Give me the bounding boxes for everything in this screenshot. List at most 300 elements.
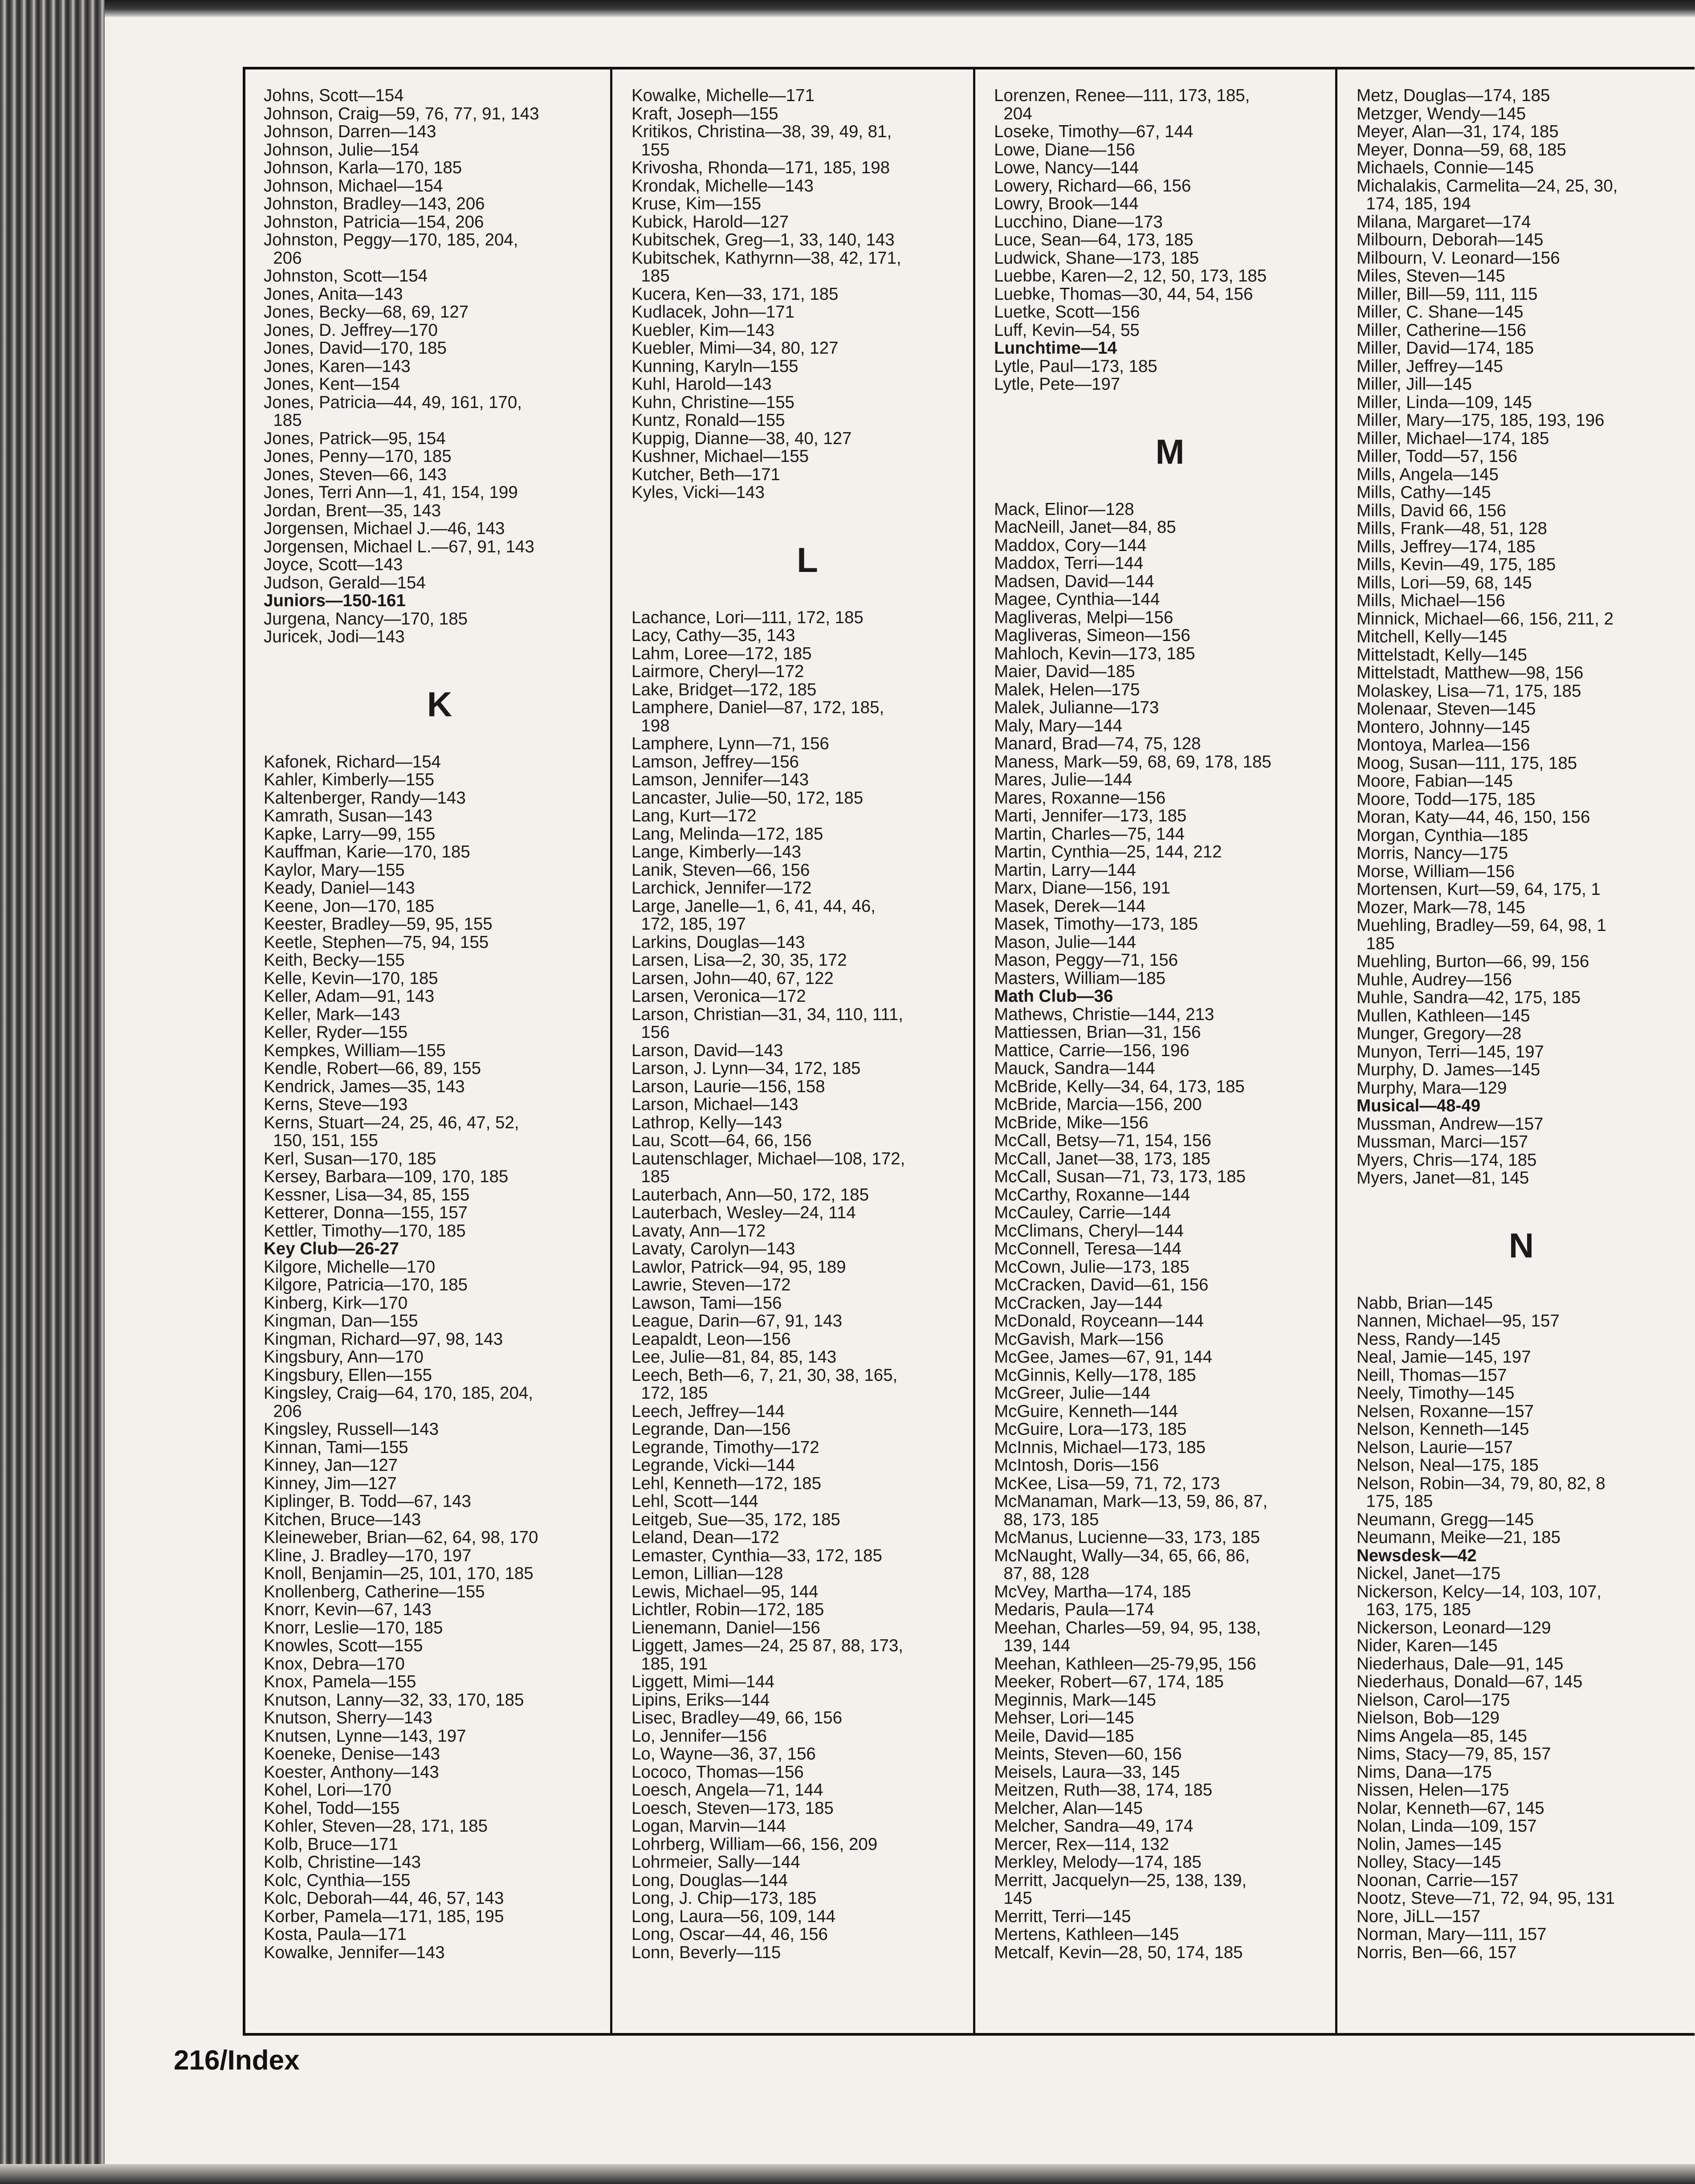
- index-entry: Krondak, Michelle—143: [632, 176, 814, 196]
- index-entry: Madsen, David—144: [994, 572, 1154, 591]
- index-entry: Knoll, Benjamin—25, 101, 170, 185: [264, 1564, 534, 1583]
- index-entry: Martin, Charles—75, 144: [994, 824, 1185, 844]
- index-entry: Nielson, Bob—129: [1357, 1708, 1500, 1727]
- index-entry: Kolc, Deborah—44, 46, 57, 143: [264, 1889, 504, 1908]
- index-entry: Johnson, Michael—154: [264, 176, 443, 196]
- section-letter: N: [1508, 1225, 1534, 1265]
- index-column-1: [264, 87, 615, 2029]
- index-entry: Lehl, Kenneth—172, 185: [632, 1474, 821, 1493]
- index-entry: Lawrie, Steven—172: [632, 1275, 791, 1294]
- book-binding: [0, 0, 105, 2184]
- index-entry: McManus, Lucienne—33, 173, 185: [994, 1528, 1260, 1547]
- index-entry: Miller, C. Shane—145: [1357, 302, 1524, 322]
- index-entry: Maddox, Cory—144: [994, 535, 1147, 555]
- index-entry: Kritikos, Christina—38, 39, 49, 81,: [632, 122, 892, 141]
- index-entry: Lytle, Paul—173, 185: [994, 356, 1157, 376]
- index-entry: Lawlor, Patrick—94, 95, 189: [632, 1257, 846, 1277]
- index-entry: Larkins, Douglas—143: [632, 932, 805, 952]
- index-entry: Larson, Michael—143: [632, 1095, 799, 1114]
- index-entry: 185: [264, 411, 302, 430]
- index-entry: Merritt, Terri—145: [994, 1906, 1131, 1926]
- index-entry: Jones, Anita—143: [264, 284, 403, 304]
- index-entry: McIntosh, Doris—156: [994, 1456, 1159, 1475]
- index-entry: Murphy, D. James—145: [1357, 1060, 1540, 1079]
- index-entry: Kafonek, Richard—154: [264, 752, 441, 772]
- index-entry: Molenaar, Steven—145: [1357, 699, 1536, 718]
- index-entry: Morse, William—156: [1357, 861, 1515, 881]
- index-entry: Mills, Frank—48, 51, 128: [1357, 519, 1547, 538]
- section-letter: K: [427, 684, 452, 724]
- index-entry: Kosta, Paula—171: [264, 1925, 407, 1944]
- index-entry: Lauterbach, Ann—50, 172, 185: [632, 1185, 869, 1204]
- index-entry: Kaylor, Mary—155: [264, 860, 405, 880]
- index-entry: Masters, William—185: [994, 968, 1166, 988]
- index-entry: Melcher, Alan—145: [994, 1798, 1143, 1818]
- index-entry: Luce, Sean—64, 173, 185: [994, 230, 1194, 249]
- index-entry: Mullen, Kathleen—145: [1357, 1006, 1530, 1025]
- index-entry: Knutson, Sherry—143: [264, 1708, 432, 1727]
- index-entry: Miles, Steven—145: [1357, 266, 1505, 286]
- index-entry: McCown, Julie—173, 185: [994, 1257, 1190, 1277]
- index-entry: Lehl, Scott—144: [632, 1492, 758, 1511]
- index-entry: Mack, Elinor—128: [994, 499, 1134, 519]
- index-entry: McGavish, Mark—156: [994, 1329, 1164, 1349]
- index-entry: Knox, Debra—170: [264, 1654, 405, 1674]
- index-entry: Luff, Kevin—54, 55: [994, 320, 1140, 340]
- index-entry: Metz, Douglas—174, 185: [1357, 87, 1550, 105]
- index-entry: 156: [632, 1023, 670, 1042]
- index-entry: Jones, Terri Ann—1, 41, 154, 199: [264, 483, 518, 502]
- index-entry: 145: [994, 1889, 1032, 1908]
- index-entry: Jorgensen, Michael L.—67, 91, 143: [264, 537, 534, 556]
- index-entry: Magliveras, Simeon—156: [994, 626, 1190, 645]
- index-entry: Mason, Peggy—71, 156: [994, 951, 1178, 970]
- index-entry: Lahm, Loree—172, 185: [632, 644, 812, 663]
- index-entry: Kempkes, William—155: [264, 1041, 446, 1060]
- index-entry: Kinney, Jim—127: [264, 1474, 397, 1493]
- section-letter: M: [1155, 432, 1185, 471]
- index-entry: Keady, Daniel—143: [264, 878, 415, 898]
- index-entry: Lohrmeier, Sally—144: [632, 1853, 800, 1872]
- index-entry: Lau, Scott—64, 66, 156: [632, 1131, 812, 1150]
- index-entry: Miller, Jill—145: [1357, 375, 1472, 394]
- index-entry: Milbourn, Deborah—145: [1357, 230, 1544, 249]
- index-entry: Neely, Timothy—145: [1357, 1384, 1515, 1403]
- index-entry: Larchick, Jennifer—172: [632, 878, 812, 898]
- index-entry: Lohrberg, William—66, 156, 209: [632, 1834, 878, 1854]
- index-entry: Kuebler, Kim—143: [632, 320, 775, 340]
- index-entry: Kingsley, Russell—143: [264, 1420, 439, 1439]
- index-entry: Milana, Margaret—174: [1357, 212, 1531, 232]
- index-entry: Lake, Bridget—172, 185: [632, 680, 817, 699]
- index-entry: Kohler, Steven—28, 171, 185: [264, 1817, 488, 1836]
- index-entry: Leapaldt, Leon—156: [632, 1329, 791, 1349]
- index-entry: Lo, Wayne—36, 37, 156: [632, 1744, 816, 1764]
- index-entry: Legrande, Vicki—144: [632, 1456, 795, 1475]
- index-entry: Leitgeb, Sue—35, 172, 185: [632, 1510, 840, 1529]
- index-entry: Mercer, Rex—114, 132: [994, 1834, 1169, 1854]
- index-entry: Lipins, Eriks—144: [632, 1690, 770, 1710]
- index-entry: Johnston, Patricia—154, 206: [264, 212, 484, 232]
- index-entry: Nims Angela—85, 145: [1357, 1726, 1528, 1746]
- index-entry: McVey, Martha—174, 185: [994, 1582, 1191, 1601]
- index-entry: Mattiessen, Brian—31, 156: [994, 1023, 1201, 1042]
- index-entry: Meehan, Charles—59, 94, 95, 138,: [994, 1618, 1261, 1637]
- index-entry-section: Juniors—150-161: [264, 591, 406, 610]
- index-entry: Merkley, Melody—174, 185: [994, 1853, 1202, 1872]
- index-entry: Knutsen, Lynne—143, 197: [264, 1726, 466, 1746]
- index-entry: Masek, Derek—144: [994, 896, 1146, 916]
- index-entry: MacNeill, Janet—84, 85: [994, 518, 1176, 537]
- index-entry: Legrande, Dan—156: [632, 1420, 791, 1439]
- index-entry: Kerns, Stuart—24, 25, 46, 47, 52,: [264, 1113, 519, 1132]
- index-entry: McInnis, Michael—173, 185: [994, 1437, 1206, 1457]
- index-entry: Mattice, Carrie—156, 196: [994, 1041, 1190, 1060]
- index-entry: Miller, Todd—57, 156: [1357, 447, 1517, 466]
- section-letter: L: [797, 540, 818, 580]
- index-entry: Masek, Timothy—173, 185: [994, 914, 1198, 934]
- index-entry: Neumann, Meike—21, 185: [1357, 1528, 1561, 1547]
- index-entry: McGreer, Julie—144: [994, 1384, 1150, 1403]
- index-entry: Murphy, Mara—129: [1357, 1078, 1507, 1098]
- index-entry: Niederhaus, Dale—91, 145: [1357, 1654, 1564, 1674]
- index-entry: Mitchell, Kelly—145: [1357, 627, 1508, 646]
- index-entry: Leland, Dean—172: [632, 1528, 779, 1547]
- index-entry: Logan, Marvin—144: [632, 1817, 786, 1836]
- index-entry: Kamrath, Susan—143: [264, 806, 432, 825]
- index-entry: Kowalke, Jennifer—143: [264, 1943, 445, 1962]
- index-entry: Kubitschek, Greg—1, 33, 140, 143: [632, 230, 895, 249]
- index-entry: Nelsen, Roxanne—157: [1357, 1401, 1534, 1421]
- index-entry: 185: [632, 1167, 670, 1186]
- index-entry: Molaskey, Lisa—71, 175, 185: [1357, 681, 1581, 701]
- index-entry: Nore, JiLL—157: [1357, 1906, 1481, 1926]
- index-entry: Kelle, Kevin—170, 185: [264, 968, 438, 988]
- index-entry: 204: [994, 104, 1032, 123]
- index-entry: Johnston, Bradley—143, 206: [264, 194, 485, 213]
- index-entry: Long, Oscar—44, 46, 156: [632, 1925, 828, 1944]
- index-entry: Lococo, Thomas—156: [632, 1762, 804, 1782]
- index-entry: Loesch, Angela—71, 144: [632, 1780, 823, 1800]
- index-entry: Lanik, Steven—66, 156: [632, 860, 810, 880]
- index-entry: Malek, Julianne—173: [994, 698, 1159, 717]
- index-entry: Kinnan, Tami—155: [264, 1437, 408, 1457]
- index-entry: Kaltenberger, Randy—143: [264, 788, 466, 808]
- index-entry: Nolley, Stacy—145: [1357, 1853, 1501, 1872]
- index-entry: Kudlacek, John—171: [632, 302, 795, 322]
- index-entry: Kyles, Vicki—143: [632, 483, 765, 502]
- index-entry: Knox, Pamela—155: [264, 1672, 416, 1691]
- index-entry: Lamphere, Lynn—71, 156: [632, 734, 829, 753]
- index-entry: Jones, Patrick—95, 154: [264, 429, 446, 448]
- index-entry: Jordan, Brent—35, 143: [264, 501, 441, 520]
- index-entry: Moore, Fabian—145: [1357, 772, 1513, 791]
- index-entry: Meehan, Kathleen—25-79,95, 156: [994, 1654, 1256, 1674]
- index-entry: McGuire, Lora—173, 185: [994, 1420, 1187, 1439]
- index-entry: Lowe, Nancy—144: [994, 158, 1139, 177]
- index-entry: Long, Laura—56, 109, 144: [632, 1906, 836, 1926]
- index-entry: Nims, Dana—175: [1357, 1762, 1492, 1782]
- index-entry: Metzger, Wendy—145: [1357, 104, 1526, 123]
- index-entry-section: Musical—48-49: [1357, 1096, 1481, 1115]
- index-entry: Medaris, Paula—174: [994, 1600, 1154, 1619]
- index-entry: Lang, Melinda—172, 185: [632, 824, 823, 844]
- index-entry: Miller, David—174, 185: [1357, 339, 1534, 358]
- index-entry: Lawson, Tami—156: [632, 1293, 782, 1313]
- index-entry: 139, 144: [994, 1636, 1071, 1655]
- index-entry: 150, 151, 155: [264, 1131, 378, 1150]
- index-entry: Kolb, Bruce—171: [264, 1834, 398, 1854]
- index-entry: Mares, Roxanne—156: [994, 788, 1166, 808]
- index-entry: McCall, Susan—71, 73, 173, 185: [994, 1167, 1246, 1186]
- index-entry: Muehling, Burton—66, 99, 156: [1357, 952, 1589, 971]
- index-entry: Metcalf, Kevin—28, 50, 174, 185: [994, 1943, 1243, 1962]
- index-entry: McKee, Lisa—59, 71, 72, 173: [994, 1474, 1220, 1493]
- index-entry: Larson, David—143: [632, 1041, 783, 1060]
- index-entry: Luetke, Scott—156: [994, 302, 1140, 322]
- index-entry: McCall, Betsy—71, 154, 156: [994, 1131, 1211, 1150]
- index-entry: Lowe, Diane—156: [994, 140, 1135, 159]
- index-entry: Kunning, Karyln—155: [632, 356, 799, 376]
- index-entry: Neill, Thomas—157: [1357, 1365, 1507, 1385]
- index-entry: Meisels, Laura—33, 145: [994, 1762, 1180, 1782]
- index-entry: Meyer, Alan—31, 174, 185: [1357, 122, 1559, 141]
- index-entry: Long, Douglas—144: [632, 1870, 788, 1890]
- index-entry: Judson, Gerald—154: [264, 573, 426, 592]
- index-entry: Mares, Julie—144: [994, 770, 1133, 789]
- index-entry: Nissen, Helen—175: [1357, 1780, 1509, 1800]
- page-footer: 216/Index: [174, 2045, 300, 2076]
- index-entry: Muhle, Audrey—156: [1357, 970, 1512, 989]
- index-entry: Jones, Penny—170, 185: [264, 447, 452, 466]
- index-entry: Lucchino, Diane—173: [994, 212, 1163, 232]
- index-entry: Kettler, Timothy—170, 185: [264, 1221, 466, 1241]
- index-entry: Korber, Pamela—171, 185, 195: [264, 1906, 504, 1926]
- index-entry: McGinnis, Kelly—178, 185: [994, 1365, 1196, 1385]
- index-entry: Larson, J. Lynn—34, 172, 185: [632, 1059, 861, 1078]
- index-entry: Nootz, Steve—71, 72, 94, 95, 131: [1357, 1889, 1615, 1908]
- index-entry: Jones, Kent—154: [264, 375, 400, 394]
- index-entry: Koeneke, Denise—143: [264, 1744, 440, 1764]
- index-entry: Miller, Michael—174, 185: [1357, 429, 1549, 448]
- index-entry: 175, 185: [1357, 1492, 1433, 1511]
- index-entry: Lachance, Lori—111, 172, 185: [632, 608, 864, 627]
- index-entry: Muhle, Sandra—42, 175, 185: [1357, 988, 1581, 1007]
- index-entry: Munyon, Terri—145, 197: [1357, 1042, 1544, 1061]
- index-entry: Lavaty, Carolyn—143: [632, 1239, 795, 1258]
- index-entry: Lowery, Richard—66, 156: [994, 176, 1191, 196]
- index-entry: Mertens, Kathleen—145: [994, 1925, 1179, 1944]
- index-entry: Kuebler, Mimi—34, 80, 127: [632, 339, 839, 358]
- index-entry: McBride, Marcia—156, 200: [994, 1095, 1202, 1114]
- index-entry: Nolan, Linda—109, 157: [1357, 1817, 1537, 1836]
- index-entry: Nabb, Brian—145: [1357, 1293, 1493, 1313]
- binding-shadow-top: [0, 0, 1695, 17]
- index-entry: McNaught, Wally—34, 65, 66, 86,: [994, 1546, 1250, 1565]
- index-entry: Mehser, Lori—145: [994, 1708, 1134, 1727]
- index-entry: Larsen, John—40, 67, 122: [632, 968, 834, 988]
- index-entry: Magee, Cynthia—144: [994, 590, 1160, 609]
- index-entry: Kingsley, Craig—64, 170, 185, 204,: [264, 1384, 533, 1403]
- index-entry: Keller, Adam—91, 143: [264, 987, 435, 1006]
- index-entry: Michalakis, Carmelita—24, 25, 30,: [1357, 176, 1618, 196]
- index-entry: Meeker, Robert—67, 174, 185: [994, 1672, 1224, 1691]
- index-entry: Larsen, Veronica—172: [632, 987, 806, 1006]
- index-entry: Jones, D. Jeffrey—170: [264, 320, 438, 340]
- index-entry: Knollenberg, Catherine—155: [264, 1582, 485, 1601]
- index-entry: Jones, David—170, 185: [264, 339, 447, 358]
- index-entry: 185, 191: [632, 1654, 708, 1674]
- index-entry: Martin, Larry—144: [994, 860, 1136, 880]
- index-entry: Kingman, Richard—97, 98, 143: [264, 1329, 503, 1349]
- index-entry: Kinney, Jan—127: [264, 1456, 398, 1475]
- index-entry: Malek, Helen—175: [994, 680, 1140, 699]
- index-entry: Mason, Julie—144: [994, 932, 1136, 952]
- index-entry: Mozer, Mark—78, 145: [1357, 898, 1525, 917]
- index-entry: 88, 173, 185: [994, 1510, 1099, 1529]
- index-entry: Long, J. Chip—173, 185: [632, 1889, 817, 1908]
- index-entry: Lowry, Brook—144: [994, 194, 1139, 213]
- index-entry: Kauffman, Karie—170, 185: [264, 842, 470, 861]
- index-entry: Lacy, Cathy—35, 143: [632, 626, 795, 645]
- index-entry: Kuhn, Christine—155: [632, 392, 795, 412]
- index-entry: Loseke, Timothy—67, 144: [994, 122, 1194, 141]
- index-entry: Jones, Steven—66, 143: [264, 465, 447, 484]
- index-entry: Johnson, Karla—170, 185: [264, 158, 462, 177]
- index-entry: Larson, Laurie—156, 158: [632, 1077, 825, 1096]
- index-entry: Kendle, Robert—66, 89, 155: [264, 1059, 481, 1078]
- index-entry: McCracken, Jay—144: [994, 1293, 1163, 1313]
- index-entry: Milbourn, V. Leonard—156: [1357, 248, 1560, 268]
- index-entry: Manard, Brad—74, 75, 128: [994, 734, 1201, 753]
- index-entry: Mills, Michael—156: [1357, 591, 1505, 610]
- index-entry: McConnell, Teresa—144: [994, 1239, 1182, 1258]
- index-entry: Kubitschek, Kathyrnn—38, 42, 171,: [632, 248, 901, 268]
- index-entry: Keith, Becky—155: [264, 951, 405, 970]
- index-entry: 172, 185: [632, 1384, 708, 1403]
- index-entry: Martin, Cynthia—25, 144, 212: [994, 842, 1222, 861]
- index-entry: Meginnis, Mark—145: [994, 1690, 1156, 1710]
- index-entry: Mittelstadt, Matthew—98, 156: [1357, 663, 1584, 682]
- index-entry: Large, Janelle—1, 6, 41, 44, 46,: [632, 896, 876, 916]
- index-entry: Johnston, Peggy—170, 185, 204,: [264, 230, 518, 249]
- index-entry: Lairmore, Cheryl—172: [632, 662, 804, 681]
- index-entry: Jones, Karen—143: [264, 356, 411, 376]
- index-entry: Noonan, Carrie—157: [1357, 1870, 1519, 1890]
- index-entry: Keetle, Stephen—75, 94, 155: [264, 932, 489, 952]
- index-entry: 172, 185, 197: [632, 914, 746, 934]
- index-entry: Keller, Ryder—155: [264, 1023, 408, 1042]
- index-entry: Mittelstadt, Kelly—145: [1357, 645, 1528, 665]
- index-entry: Kraft, Joseph—155: [632, 104, 778, 123]
- index-entry: Luebke, Thomas—30, 44, 54, 156: [994, 284, 1253, 304]
- index-entry: Mills, Cathy—145: [1357, 483, 1491, 502]
- index-entry: Maness, Mark—59, 68, 69, 178, 185: [994, 752, 1271, 772]
- index-entry: Moore, Todd—175, 185: [1357, 789, 1536, 809]
- index-entry: Mills, Lori—59, 68, 145: [1357, 573, 1532, 592]
- index-entry: Loesch, Steven—173, 185: [632, 1798, 834, 1818]
- index-entry: Lange, Kimberly—143: [632, 842, 801, 861]
- index-entry: Lautenschlager, Michael—108, 172,: [632, 1149, 905, 1168]
- index-entry: Kubick, Harold—127: [632, 212, 789, 232]
- index-entry: Knutson, Lanny—32, 33, 170, 185: [264, 1690, 524, 1710]
- index-entry: Kuntz, Ronald—155: [632, 411, 785, 430]
- index-entry: Leech, Beth—6, 7, 21, 30, 38, 165,: [632, 1365, 898, 1385]
- index-entry: Jones, Patricia—44, 49, 161, 170,: [264, 392, 522, 412]
- index-entry: Miller, Linda—109, 145: [1357, 392, 1532, 412]
- index-entry: Kohel, Todd—155: [264, 1798, 400, 1818]
- index-entry: Mussman, Andrew—157: [1357, 1114, 1544, 1134]
- index-entry: Mills, Angela—145: [1357, 465, 1499, 484]
- index-entry: Johnson, Darren—143: [264, 122, 436, 141]
- index-entry: Johnston, Scott—154: [264, 266, 428, 286]
- index-entry: Marti, Jennifer—173, 185: [994, 806, 1187, 825]
- index-entry: Mortensen, Kurt—59, 64, 175, 1: [1357, 880, 1601, 899]
- index-entry: 185: [632, 266, 670, 286]
- index-entry: Kingman, Dan—155: [264, 1311, 418, 1331]
- index-entry: Kessner, Lisa—34, 85, 155: [264, 1185, 470, 1204]
- index-entry: Norris, Ben—66, 157: [1357, 1943, 1517, 1962]
- index-entry: Lemaster, Cynthia—33, 172, 185: [632, 1546, 882, 1565]
- index-entry-section: Math Club—36: [994, 987, 1113, 1006]
- index-entry: Mills, Kevin—49, 175, 185: [1357, 555, 1556, 574]
- index-entry: Luebbe, Karen—2, 12, 50, 173, 185: [994, 266, 1267, 286]
- index-entry: Lytle, Pete—197: [994, 375, 1120, 394]
- index-entry: Mathews, Christie—144, 213: [994, 1004, 1214, 1024]
- index-entry: Lienemann, Daniel—156: [632, 1618, 820, 1637]
- index-entry: Kahler, Kimberly—155: [264, 770, 435, 789]
- binding-shadow-bottom: [0, 2164, 1695, 2184]
- index-entry: Myers, Chris—174, 185: [1357, 1150, 1537, 1170]
- index-entry: Magliveras, Melpi—156: [994, 608, 1173, 627]
- index-entry: Kapke, Larry—99, 155: [264, 824, 436, 844]
- index-column-3: [994, 87, 1346, 2029]
- index-entry: Kuppig, Dianne—38, 40, 127: [632, 429, 852, 448]
- index-entry: Moran, Katy—44, 46, 150, 156: [1357, 808, 1590, 827]
- index-entry: Lancaster, Julie—50, 172, 185: [632, 788, 864, 808]
- index-entry: Liggett, James—24, 25 87, 88, 173,: [632, 1636, 903, 1655]
- index-entry: Kucera, Ken—33, 171, 185: [632, 284, 839, 304]
- index-entry-section: Newsdesk—42: [1357, 1546, 1477, 1565]
- index-entry: Lichtler, Robin—172, 185: [632, 1600, 824, 1619]
- index-entry: Minnick, Michael—66, 156, 211, 2: [1357, 609, 1614, 629]
- index-entry: Lavaty, Ann—172: [632, 1221, 766, 1241]
- index-entry: Johnson, Craig—59, 76, 77, 91, 143: [264, 104, 539, 123]
- index-entry: Munger, Gregory—28: [1357, 1024, 1522, 1043]
- index-entry: Nelson, Neal—175, 185: [1357, 1456, 1539, 1475]
- index-entry: Meints, Steven—60, 156: [994, 1744, 1182, 1764]
- index-entry: Lemon, Lillian—128: [632, 1564, 783, 1583]
- index-entry: 87, 88, 128: [994, 1564, 1090, 1583]
- index-entry: McClimans, Cheryl—144: [994, 1221, 1184, 1241]
- index-entry: Kingsbury, Ellen—155: [264, 1365, 432, 1385]
- index-entry: Kutcher, Beth—171: [632, 465, 780, 484]
- index-entry: Kiplinger, B. Todd—67, 143: [264, 1492, 471, 1511]
- index-entry: Maly, Mary—144: [994, 716, 1123, 735]
- index-entry: McCall, Janet—38, 173, 185: [994, 1149, 1210, 1168]
- index-entry: Kerl, Susan—170, 185: [264, 1149, 436, 1168]
- index-entry: Kowalke, Michelle—171: [632, 86, 815, 105]
- index-entry: Ludwick, Shane—173, 185: [994, 248, 1199, 268]
- index-entry: 198: [632, 716, 670, 735]
- index-entry: Nannen, Michael—95, 157: [1357, 1311, 1560, 1331]
- index-entry: Lisec, Bradley—49, 66, 156: [632, 1708, 842, 1727]
- index-entry: Nickel, Janet—175: [1357, 1564, 1501, 1583]
- index-entry: Koester, Anthony—143: [264, 1762, 439, 1782]
- index-entry: McCauley, Carrie—144: [994, 1203, 1171, 1222]
- index-entry: Niederhaus, Donald—67, 145: [1357, 1672, 1583, 1691]
- index-entry: Lang, Kurt—172: [632, 806, 757, 825]
